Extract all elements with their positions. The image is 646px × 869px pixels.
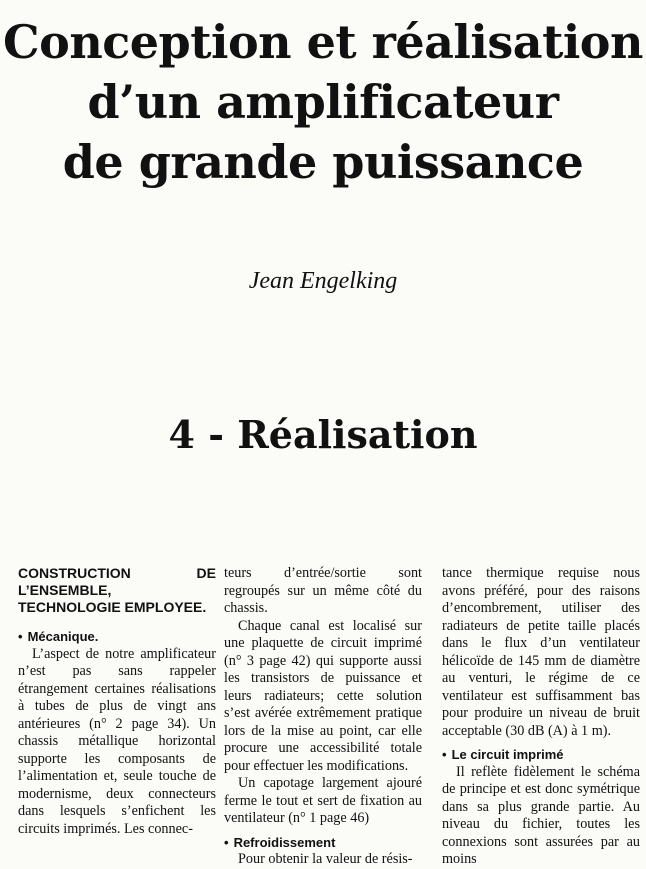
title-line-1: Conception et réalisation <box>3 15 643 69</box>
paragraph: tance thermique requise nous avons préféré, pour des raisons d’encombrement, utiliser des radiateurs de petite taille placés dans le flux d’un ventilateur hélicoïde de 145 mm de diamètre au venturi, le régime de ce ventilateur est suffisamment bas pour produire un niveau de bruit acceptable (30 dB (A) à 1 m). <box>442 565 640 739</box>
section-title: 4 - Réalisation <box>168 412 478 457</box>
subheading-mecanique <box>18 628 216 646</box>
column-2 <box>224 565 422 869</box>
column-1 <box>18 565 216 838</box>
subheading-mecanique-text: Mécanique. <box>27 629 99 644</box>
paragraph: Chaque canal est localisé sur une plaquette de circuit imprimé (n° 3 page 42) qui supporte aussi les transistors de puissance et leurs radiateurs; cette solution s’est avérée extrêmement pratique lors de la mise au point, car elle procure une accessibilité totale pour effectuer les modifications. <box>224 617 422 774</box>
paragraph: L’aspect de notre amplificateur n’est pas sans rappeler étrangement certaines réalisations à tubes de plus de vingt ans antérieures (n° 2 page 34). Un chassis métallique horizontal supporte les composants de l’alimentation et, seule touche de modernisme, deux connecteurs dans lesquels s’enfichent les circuits imprimés. Les connec- <box>18 645 216 837</box>
title-line-3: de grande puissance <box>62 135 584 189</box>
subheading-circuit-imprime <box>442 746 640 764</box>
title-line-2: d’un amplificateur <box>87 75 559 129</box>
bullet-icon: • <box>224 834 229 850</box>
bullet-icon: • <box>442 747 447 762</box>
column-3 <box>442 565 640 869</box>
paragraph: Il reflète fidèlement le schéma de principe et est donc symétrique dans sa plus grande partie. Au niveau du fichier, toutes les connexions sont assurées par au moins <box>442 763 640 867</box>
paragraph: Pour obtenir la valeur de résis- <box>238 851 413 867</box>
paragraph: Un capotage largement ajouré ferme le tout et sert de fixation au ventilateur (n° 1 page 46) <box>224 775 422 826</box>
subheading-circuit-imprime-text: Le circuit imprimé <box>451 747 564 762</box>
subheading-refroidissement <box>224 834 422 852</box>
column-1-heading: CONSTRUCTION DE L’ENSEMBLE, TECHNOLOGIE EMPLOYEE. <box>18 565 216 615</box>
paragraph: teurs d’entrée/sortie sont regroupés sur un même côté du chassis. <box>224 565 422 616</box>
bullet-icon: • <box>18 629 23 644</box>
subheading-refroidissement-text: Refroidissement <box>233 834 336 850</box>
author: Jean Engelking <box>248 268 398 294</box>
